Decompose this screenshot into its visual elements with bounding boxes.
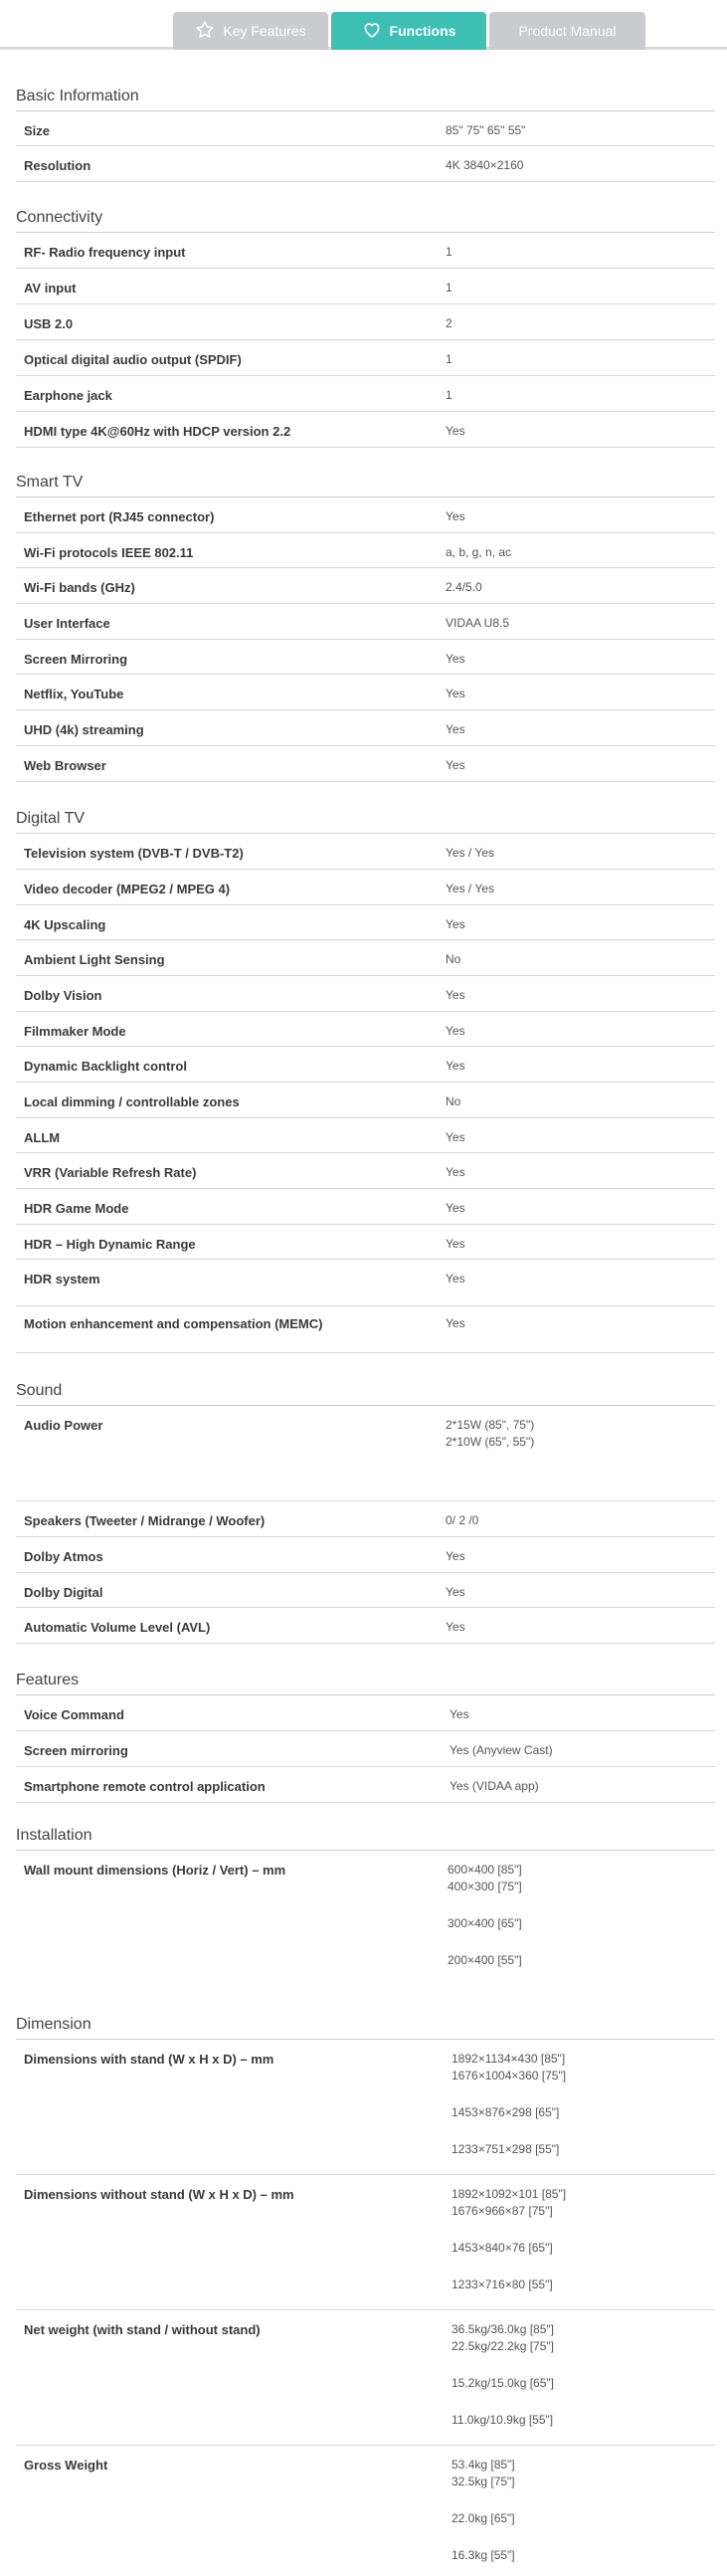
spec-value-line: 1892×1092×101 [85"] — [452, 2187, 567, 2201]
spec-value-line: 11.0kg/10.9kg [55"] — [452, 2413, 554, 2427]
spec-value: Yes — [446, 1165, 465, 1179]
spec-value-group — [452, 2321, 554, 2429]
section-smart-tv — [16, 468, 715, 782]
spec-value: Yes / Yes — [446, 846, 494, 860]
spec-value-line: 1676×1004×360 [75"] — [452, 2069, 567, 2082]
spec-value-line: 1233×716×80 [55"] — [452, 2278, 553, 2291]
spec-label: Motion enhancement and compensation (MEMC) — [24, 1316, 323, 1331]
spec-value: Yes (Anyview Cast) — [450, 1743, 553, 1757]
spec-value-line: 1892×1134×430 [85"] — [452, 2052, 566, 2066]
spec-value: Yes — [446, 1620, 465, 1634]
section-title: Sound — [16, 1376, 715, 1406]
spec-label: Net weight (with stand / without stand) — [24, 2322, 261, 2337]
star-icon — [195, 20, 215, 43]
tab-key-features[interactable] — [173, 12, 328, 50]
spec-value-line: 1453×876×298 [65"] — [452, 2105, 560, 2119]
spec-row — [16, 1608, 715, 1644]
spec-label: Video decoder (MPEG2 / MPEG 4) — [24, 882, 231, 896]
spec-label: Dolby Atmos — [24, 1549, 103, 1564]
spec-value: 2.4/5.0 — [446, 580, 482, 594]
spec-value: No — [446, 1094, 461, 1108]
tab-label: Key Features — [223, 23, 306, 39]
spec-label: HDR system — [24, 1272, 100, 1287]
spec-row — [16, 1573, 715, 1608]
spec-value-group — [452, 2051, 566, 2158]
spec-label: Television system (DVB-T / DVB-T2) — [24, 846, 244, 861]
spec-label: Screen mirroring — [24, 1743, 128, 1758]
spec-value-group — [452, 2457, 515, 2564]
spec-label: 4K Upscaling — [24, 917, 106, 932]
spec-row — [16, 1225, 715, 1260]
spec-value-line: 1233×751×298 [55"] — [452, 2142, 560, 2156]
spec-value: Yes — [446, 1130, 465, 1144]
spec-row — [16, 1695, 715, 1731]
spec-row — [16, 497, 715, 533]
spec-value: Yes — [446, 687, 465, 700]
spec-value: Yes — [446, 509, 465, 523]
spec-row — [16, 2310, 715, 2446]
spec-label: Wall mount dimensions (Horiz / Vert) – mm — [24, 1863, 286, 1878]
spec-value: Yes — [446, 1237, 465, 1251]
spec-label: Dimensions with stand (W x H x D) – mm — [24, 2052, 274, 2067]
spec-label: Earphone jack — [24, 388, 112, 403]
spec-label: Audio Power — [24, 1418, 103, 1433]
spec-row — [16, 1012, 715, 1047]
spec-value-line: 32.5kg [75"] — [452, 2475, 515, 2488]
spec-value: Yes (VIDAA app) — [450, 1779, 539, 1793]
spec-label: Ambient Light Sensing — [24, 952, 165, 967]
spec-value-line: 16.3kg [55"] — [452, 2548, 515, 2562]
spec-value: Yes — [446, 1201, 465, 1215]
spec-value-line: 600×400 [85"] — [448, 1863, 522, 1877]
spec-row — [16, 376, 715, 412]
spec-label: USB 2.0 — [24, 316, 74, 331]
spec-value-group — [448, 1862, 522, 1969]
spec-value: a, b, g, n, ac — [446, 545, 512, 559]
spec-value: Yes — [446, 722, 465, 736]
spec-row — [16, 568, 715, 604]
spec-row — [16, 675, 715, 710]
spec-value: Yes — [446, 652, 465, 666]
spec-row — [16, 304, 715, 340]
spec-value: Yes — [446, 917, 465, 931]
spec-value-line: 22.0kg [65"] — [452, 2511, 515, 2525]
section-installation — [16, 1821, 715, 2025]
spec-value-line: 36.5kg/36.0kg [85"] — [452, 2322, 555, 2336]
spec-value-line: 53.4kg [85"] — [452, 2458, 515, 2472]
spec-value: 4K 3840×2160 — [446, 158, 524, 172]
spec-label: HDMI type 4K@60Hz with HDCP version 2.2 — [24, 424, 291, 439]
spec-row — [16, 2446, 715, 2576]
spec-row — [16, 1153, 715, 1189]
spec-label: HDR Game Mode — [24, 1201, 129, 1216]
spec-label: Smartphone remote control application — [24, 1779, 266, 1794]
section-title: Digital TV — [16, 804, 715, 834]
spec-label: UHD (4k) streaming — [24, 722, 144, 737]
spec-row — [16, 870, 715, 905]
spec-value: Yes / Yes — [446, 882, 494, 895]
spec-value-line: 22.5kg/22.2kg [75"] — [452, 2339, 555, 2353]
spec-value: 2 — [446, 316, 453, 330]
spec-row — [16, 533, 715, 568]
section-title: Connectivity — [16, 203, 715, 233]
spec-value-line: 1453×840×76 [65"] — [452, 2241, 553, 2255]
spec-label: Screen Mirroring — [24, 652, 128, 667]
section-title: Basic Information — [16, 82, 715, 111]
spec-label: Dolby Digital — [24, 1585, 103, 1600]
spec-row — [16, 1306, 715, 1353]
spec-value: Yes — [446, 1549, 465, 1563]
spec-label: VRR (Variable Refresh Rate) — [24, 1165, 197, 1180]
spec-value: Yes — [450, 1707, 469, 1721]
spec-value: Yes — [446, 1059, 465, 1073]
spec-label: ALLM — [24, 1130, 61, 1145]
spec-value: Yes — [446, 424, 465, 438]
spec-row — [16, 1731, 715, 1767]
spec-row — [16, 340, 715, 376]
spec-row — [16, 1118, 715, 1153]
spec-label: Gross Weight — [24, 2458, 108, 2473]
spec-label: Ethernet port (RJ45 connector) — [24, 509, 215, 524]
spec-row — [16, 412, 715, 448]
spec-row — [16, 1767, 715, 1803]
spec-value: Yes — [446, 1024, 465, 1038]
spec-value: 1 — [446, 281, 453, 295]
spec-value: Yes — [446, 1585, 465, 1599]
spec-label: AV input — [24, 281, 77, 296]
spec-row — [16, 834, 715, 870]
spec-row — [16, 905, 715, 940]
spec-value: 1 — [446, 352, 453, 366]
spec-row — [16, 976, 715, 1012]
spec-value: Yes — [446, 988, 465, 1002]
spec-row — [16, 746, 715, 782]
spec-value-line: 2*15W (85", 75") — [446, 1418, 535, 1432]
spec-label: Netflix, YouTube — [24, 687, 124, 701]
tab-product-manual[interactable] — [489, 12, 645, 50]
spec-label: Wi-Fi protocols IEEE 802.11 — [24, 545, 194, 560]
spec-row — [16, 2175, 715, 2310]
spec-label: Wi-Fi bands (GHz) — [24, 580, 135, 595]
tab-label: Functions — [389, 23, 456, 39]
section-title: Features — [16, 1666, 715, 1695]
spec-row — [16, 604, 715, 640]
tab-functions[interactable] — [331, 12, 486, 50]
spec-label: RF- Radio frequency input — [24, 245, 186, 260]
spec-label: Speakers (Tweeter / Midrange / Woofer) — [24, 1513, 266, 1528]
spec-value-line: 1676×966×87 [75"] — [452, 2204, 553, 2218]
spec-label: Optical digital audio output (SPDIF) — [24, 352, 242, 367]
spec-row — [16, 1260, 715, 1306]
spec-row — [16, 1851, 715, 2025]
section-title: Dimension — [16, 2010, 715, 2040]
spec-label: Size — [24, 123, 51, 138]
spec-value-line: 15.2kg/15.0kg [65"] — [452, 2376, 555, 2390]
heart-icon — [362, 20, 382, 43]
spec-value: VIDAA U8.5 — [446, 616, 510, 630]
spec-row — [16, 1083, 715, 1118]
tab-bar — [0, 12, 727, 50]
spec-row — [16, 1537, 715, 1573]
tab-label: Product Manual — [518, 23, 617, 39]
spec-row — [16, 1189, 715, 1225]
spec-value-group — [446, 1417, 534, 1451]
spec-row — [16, 2040, 715, 2175]
spec-value: No — [446, 952, 461, 966]
spec-label: Voice Command — [24, 1707, 124, 1722]
spec-label: Dolby Vision — [24, 988, 102, 1003]
spec-label: Resolution — [24, 158, 91, 173]
section-dimension — [16, 2010, 715, 2576]
section-features — [16, 1666, 715, 1803]
spec-label: Automatic Volume Level (AVL) — [24, 1620, 211, 1635]
spec-label: Local dimming / controllable zones — [24, 1094, 240, 1109]
section-connectivity — [16, 203, 715, 448]
section-basic-information — [16, 82, 715, 182]
spec-value: 1 — [446, 388, 453, 402]
spec-value: 1 — [446, 245, 453, 259]
spec-label: HDR – High Dynamic Range — [24, 1237, 196, 1252]
spec-label: User Interface — [24, 616, 110, 631]
spec-row — [16, 233, 715, 269]
spec-row — [16, 1047, 715, 1083]
section-sound — [16, 1376, 715, 1644]
section-digital-tv — [16, 804, 715, 1353]
section-title: Smart TV — [16, 468, 715, 497]
spec-label: Dimensions without stand (W x H x D) – mm — [24, 2187, 294, 2202]
section-title: Installation — [16, 1821, 715, 1851]
spec-row — [16, 1406, 715, 1501]
spec-label: Filmmaker Mode — [24, 1024, 126, 1039]
spec-value: 85" 75" 65" 55" — [446, 123, 526, 137]
spec-row — [16, 111, 715, 146]
spec-value: Yes — [446, 1272, 465, 1286]
spec-value: 0/ 2 /0 — [446, 1513, 479, 1527]
spec-label: Web Browser — [24, 758, 106, 773]
spec-label: Dynamic Backlight control — [24, 1059, 187, 1074]
spec-row — [16, 940, 715, 976]
spec-row — [16, 640, 715, 675]
spec-value-line: 400×300 [75"] — [448, 1880, 522, 1893]
spec-row — [16, 269, 715, 304]
spec-value-line: 300×400 [65"] — [448, 1916, 522, 1930]
spec-value-line: 200×400 [55"] — [448, 1953, 522, 1967]
spec-row — [16, 146, 715, 182]
spec-value-line: 2*10W (65", 55") — [446, 1435, 535, 1449]
spec-row — [16, 710, 715, 746]
spec-row — [16, 1501, 715, 1537]
spec-value-group — [452, 2186, 566, 2293]
spec-value: Yes — [446, 1316, 465, 1330]
spec-value: Yes — [446, 758, 465, 772]
